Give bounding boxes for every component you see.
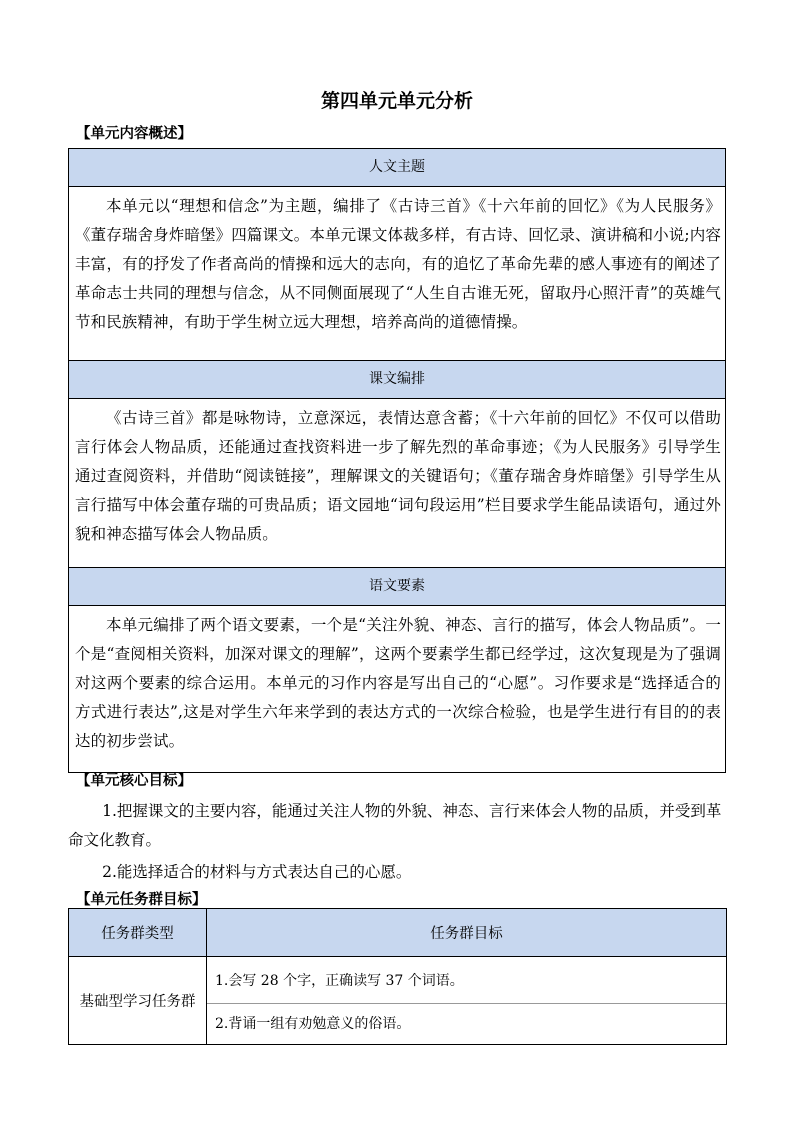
task-goal-item: 2.背诵一组有劝勉意义的俗语。 [215,1016,411,1032]
page-title: 第四单元单元分析 [320,90,473,112]
core-goal-item: 2.能选择适合的材料与方式表达自己的心愿。 [102,863,412,881]
theme-text: 本单元以“理想和信念”为主题，编排了《古诗三首》《十六年前的回忆》《为人民服务》《董存瑞舍身炸暗堡》四篇课文。本单元课文体裁多样，有古诗、回忆录、演讲稿和小说;内容丰富，有的抒发了作者高尚的情操和远大的志向，有的追忆了革命先辈的感人事迹有的阐述了革命志士共同的理想与信念，从不同侧面展现了“人生自古谁无死，留取丹心照汗青”的英雄气节和民族精神，有助于学生树立远大理想，培养高尚的道德情操。 [69,187,726,361]
column-header-type: 任务群类型 [69,909,207,957]
arrangement-header: 课文编排 [69,361,726,399]
elements-text: 本单元编排了两个语文要素，一个是“关注外貌、神态、言行的描写，体会人物品质”。一个是“查阅相关资料，加深对课文的理解”，这两个要素学生都已经学过，这次复现是为了强调对这两个要素的综合运用。本单元的习作内容是写出自己的“心愿”。习作要求是“选择适合的方式进行表达”,这是对学生六年来学到的表达方式的一次综合检验，也是学生进行有目的的表达的初步尝试。 [69,606,726,773]
section-label-task-goals: 【单元任务群目标】 [76,892,207,908]
task-type-cell: 基础型学习任务群 [69,957,207,1045]
task-goal-cell [207,957,727,1045]
table-row [69,957,727,1045]
section-label-overview: 【单元内容概述】 [76,126,192,142]
theme-header: 人文主题 [69,149,726,187]
section-label-core-goals: 【单元核心目标】 [76,773,192,789]
overview-table [68,148,726,773]
column-header-goal: 任务群目标 [207,909,727,957]
task-goal-item: 1.会写 28 个字，正确读写 37 个词语。 [215,973,464,989]
task-group-table [68,908,727,1045]
core-goal-item: 1.把握课文的主要内容，能通过关注人物的外貌、神态、言行来体会人物的品质，并受到革命文化教育。 [68,802,722,849]
arrangement-text: 《古诗三首》都是咏物诗，立意深远，表情达意含蓄；《十六年前的回忆》不仅可以借助言行体会人物品质，还能通过查找资料进一步了解先烈的革命事迹；《为人民服务》引导学生通过查阅资料，并借助“阅读链接”，理解课文的关键语句；《董存瑞舍身炸暗堡》引导学生从言行描写中体会董存瑞的可贵品质；语文园地“词句段运用”栏目要求学生能品读语句，通过外貌和神态描写体会人物品质。 [69,399,726,568]
elements-header: 语文要素 [69,568,726,606]
